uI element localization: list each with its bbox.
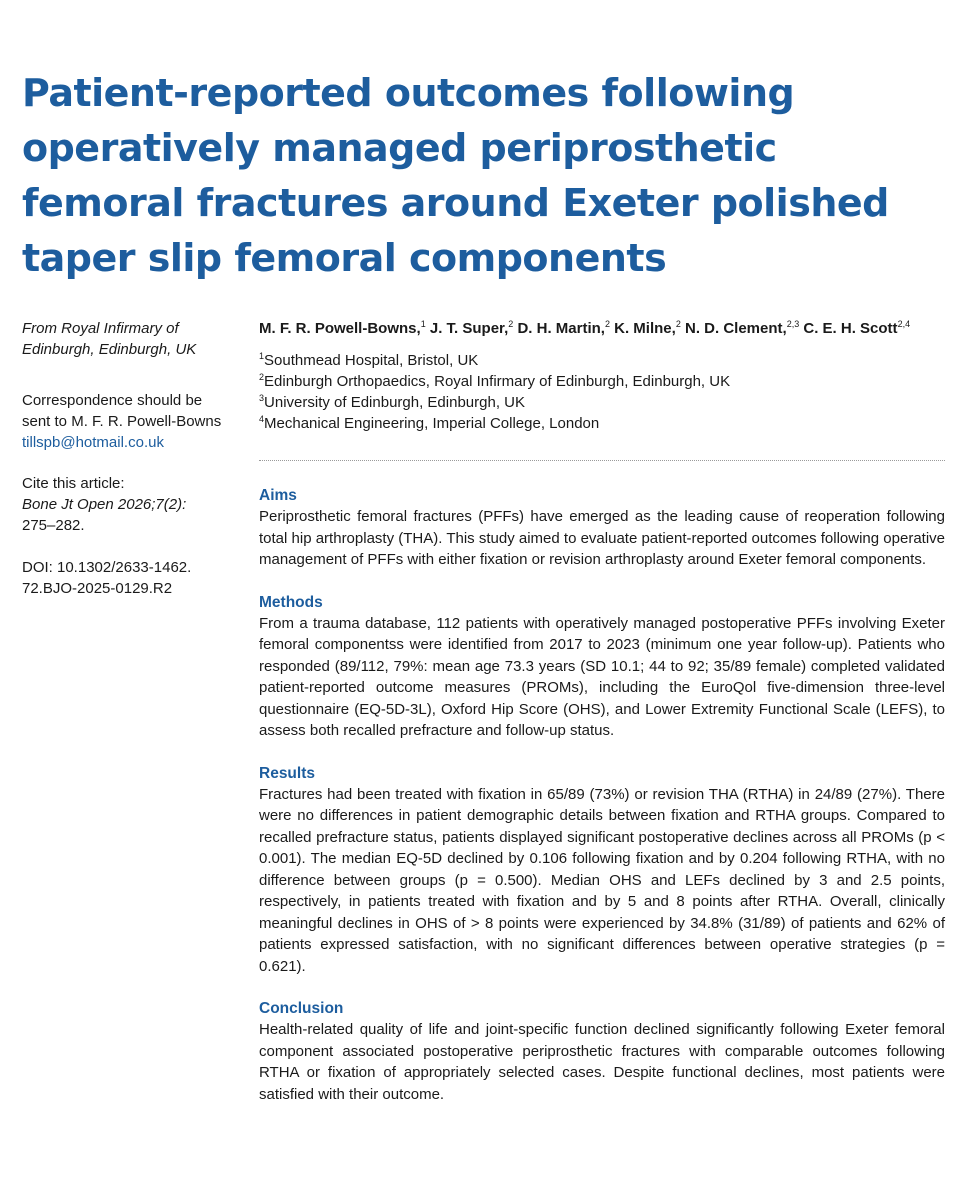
abstract-results — [259, 763, 945, 978]
affiliation-number: 4 — [259, 414, 265, 424]
affiliation-text: University of Edinburgh, Edinburgh, UK — [264, 394, 525, 411]
conclusion-heading: Conclusion — [259, 1000, 344, 1017]
abstract-aims — [259, 485, 945, 571]
author-affiliation-marker: 2 — [508, 319, 514, 329]
affiliation-number: 2 — [259, 372, 265, 382]
author-list — [259, 318, 945, 340]
email-link[interactable]: tillspb@hotmail.co.uk — [22, 434, 164, 451]
results-text: Fractures had been treated with fixation in 65/89 (73%) or revision THA (RTHA) in 24/89 (27%). There were no differences in patient demographic details between fixation and RTHA groups. Compared to recalled prefracture status, patients displayed significant postoperative declines across all PROMs (p < 0.001). The median EQ-5D declined by 0.106 following fixation and by 0.204 following RTHA, with no difference between groups (p = 0.500). Median OHS and LEFs declined by 3 and 2.5 points, respectively, in patients treated with fixation and by 5 and 8 points after RTHA. Overall, clinically meaningful declines in OHS of > 8 points were experienced by 34.8% (31/89) of patients and 62% of patients expressed satisfaction, with no significant differences between operative strategies (p = 0.621). — [259, 785, 945, 975]
author-affiliation-marker: 2,3 — [786, 319, 800, 329]
author: M. F. R. Powell-Bowns, — [259, 320, 421, 337]
article-title: Patient-reported outcomes following operatively managed periprosthetic femoral fractures around Exeter polished taper slip femoral components — [22, 71, 889, 280]
affiliation-list — [259, 350, 945, 434]
aims-text: Periprosthetic femoral fractures (PFFs) have emerged as the leading cause of reoperation following total hip arthroplasty (THA). This study aimed to evaluate patient-reported outcomes following operative management of PFFs with either fixation or revision arthroplasty around Exeter femoral components. — [259, 508, 945, 568]
affiliation-number: 3 — [259, 393, 265, 403]
affiliation — [259, 413, 945, 434]
affiliation-text: Edinburgh Orthopaedics, Royal Infirmary of Edinburgh, Edinburgh, UK — [264, 373, 731, 390]
aims-heading: Aims — [259, 487, 297, 504]
author: K. Milne, — [614, 320, 676, 337]
author: C. E. H. Scott — [803, 320, 898, 337]
cite-journal: Bone Jt Open 2026;7(2): — [22, 496, 187, 513]
author-affiliation-marker: 1 — [420, 319, 426, 329]
conclusion-text: Health-related quality of life and joint-specific function declined significantly following Exeter femoral component associated postoperative periprosthetic fractures with comparable outcomes following RTHA or fixation of appropriately selected cases. Despite functional declines, most patients were satisfied with their outcome. — [259, 1021, 945, 1103]
doi: DOI: 10.1302/2633-1462. 72.BJO-2025-0129.R2 — [22, 559, 192, 597]
methods-heading: Methods — [259, 593, 323, 611]
methods-text: From a trauma database, 112 patients with operatively managed postoperative PFFs involving Exeter femoral componentss were identified from 2017 to 2023 (minimum one year follow-up). Patients who responded (89/112, 79%: mean age 73.3 years (SD 10.1; 44 to 92; 35/89 female) completed validated patient-reported outcome measures (PROMs), including the EuroQol five-dimension three-level questionnaire (EQ-5D-3L), Oxford Hip Score (OHS), and Lower Extremity Functional Scale (LEFS), to assess both recalled prefracture and follow-up status. — [259, 614, 945, 739]
author: N. D. Clement, — [685, 320, 787, 337]
author-affiliation-marker: 2,4 — [897, 319, 911, 329]
institution-note: From Royal Infirmary of Edinburgh, Edinburgh, UK — [22, 320, 197, 358]
affiliation-number: 1 — [259, 351, 265, 361]
citation-block — [22, 473, 227, 536]
affiliation — [259, 371, 945, 392]
affiliation — [259, 392, 945, 413]
correspondence-text: Correspondence should be sent to M. F. R. Powell-Bowns — [22, 392, 222, 430]
results-heading: Results — [259, 764, 315, 782]
article-main — [259, 318, 945, 1126]
article-sidebar — [22, 318, 227, 620]
correspondence-note — [22, 390, 227, 453]
abstract-methods — [259, 592, 945, 742]
cite-pages: 275–282. — [22, 517, 85, 534]
affiliation-text: Mechanical Engineering, Imperial College, London — [264, 415, 600, 432]
author: J. T. Super, — [429, 320, 509, 337]
section-divider — [259, 460, 945, 461]
author-affiliation-marker: 2 — [604, 319, 610, 329]
affiliation-text: Southmead Hospital, Bristol, UK — [264, 352, 479, 369]
author-affiliation-marker: 2 — [675, 319, 681, 329]
affiliation — [259, 350, 945, 371]
cite-label: Cite this article: — [22, 475, 125, 492]
author: D. H. Martin, — [517, 320, 605, 337]
abstract-conclusion — [259, 998, 945, 1105]
